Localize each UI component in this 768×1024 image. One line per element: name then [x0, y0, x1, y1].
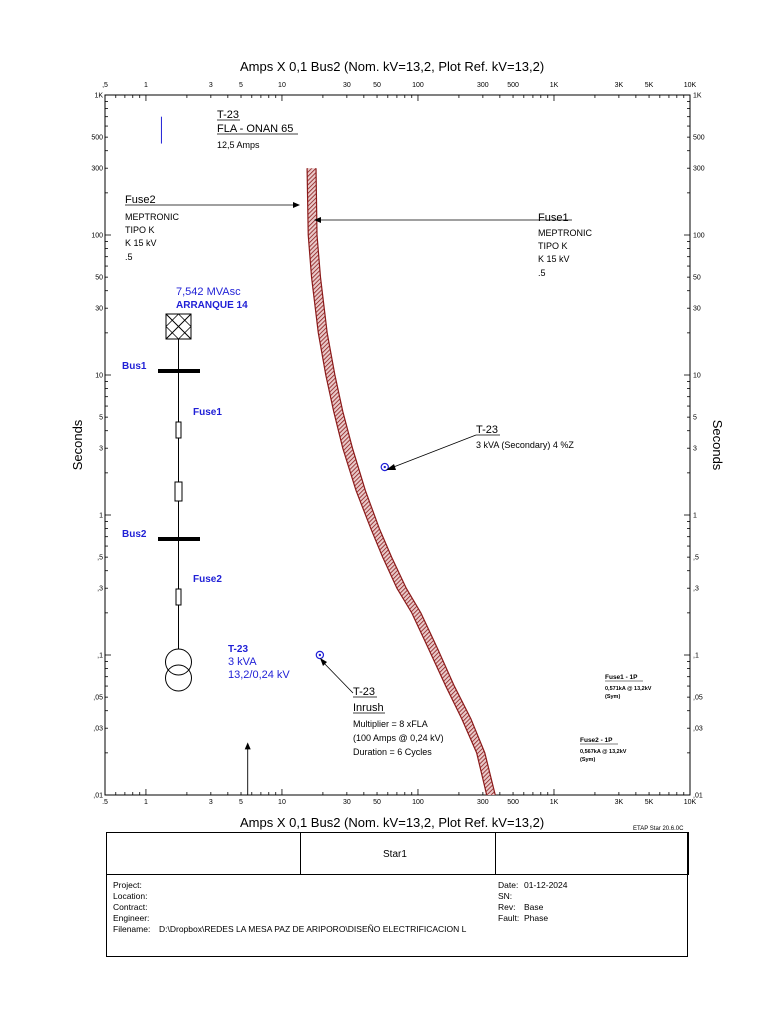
- t23-fla-subtitle: FLA - ONAN 65: [217, 123, 294, 135]
- rev-label: Rev:: [498, 902, 516, 912]
- x-tick-label-top: 300: [477, 82, 489, 89]
- x-tick-label-bottom: 100: [412, 799, 424, 806]
- y-tick-label-right: 500: [693, 134, 705, 142]
- y-tick-label-left: 1K: [94, 92, 103, 100]
- y-tick-label-right: 100: [693, 232, 705, 240]
- etap-version-label: ETAP Star 20.6.0C: [633, 826, 684, 832]
- fuse2-1p-line-1: 0,567kA @ 13,2kV: [580, 749, 627, 755]
- t23-inrush-title: T-23: [353, 686, 376, 698]
- x-tick-label-top: 100: [412, 82, 424, 89]
- bus1-bar: [158, 369, 200, 373]
- fuse2-curve-line-3: K 15 kV: [125, 238, 157, 248]
- y-tick-label-right: ,03: [693, 725, 703, 733]
- y-tick-label-right: 10: [693, 372, 701, 380]
- title-block-divider: [106, 874, 688, 875]
- y-tick-label-left: 5: [99, 414, 103, 422]
- rev-value: Base: [524, 902, 544, 912]
- y-tick-label-left: 100: [91, 232, 103, 240]
- t23-inrush-line-3: Duration = 6 Cycles: [353, 747, 432, 757]
- fuse1-curve-title: Fuse1: [538, 212, 569, 224]
- transformer-primary-winding: [166, 649, 192, 675]
- x-tick-label-bottom: 3: [208, 799, 213, 806]
- t23-inrush-line-1: Multiplier = 8 xFLA: [353, 719, 428, 729]
- y-tick-label-left: ,03: [93, 725, 103, 733]
- filename-value: D:\Dropbox\REDES LA MESA PAZ DE ARIPORO\DISEÑO ELECTRIFICACION L: [159, 924, 467, 934]
- y-tick-label-left: 1: [99, 512, 103, 520]
- y-tick-label-left: ,1: [97, 652, 103, 660]
- x-tick-label-top: 1: [143, 82, 148, 89]
- x-tick-label-top: 500: [507, 82, 519, 89]
- y-tick-label-left: 300: [91, 165, 103, 173]
- y-tick-label-left: 3: [99, 445, 103, 453]
- top-axis-title: Amps X 0,1 Bus2 (Nom. kV=13,2, Plot Ref. kV=13,2): [240, 59, 545, 74]
- t23-fla-title: T-23: [217, 109, 240, 121]
- y-tick-label-left: ,01: [93, 792, 103, 800]
- plot-frame: [105, 95, 690, 795]
- fuse1-curve-line-1: MEPTRONIC: [538, 228, 592, 238]
- one-line-diagram: [122, 286, 290, 691]
- fuse1-curve-line-3: K 15 kV: [538, 254, 570, 264]
- y-tick-label-left: 30: [95, 305, 103, 313]
- xfmr-kv-label: 13,2/0,24 kV: [228, 669, 290, 681]
- fuse2-leader-arrow: [293, 202, 300, 208]
- fuse1-curve-line-2: TIPO K: [538, 241, 568, 251]
- title-block: [106, 832, 688, 957]
- y-tick-label-right: 1K: [693, 92, 702, 100]
- t23-fla-value: 12,5 Amps: [217, 140, 260, 150]
- y-tick-label-left: 10: [95, 372, 103, 380]
- y-tick-label-right: 3: [693, 445, 697, 453]
- t23-secondary-desc: 3 kVA (Secondary) 4 %Z: [476, 440, 574, 450]
- y-tick-label-right: 5: [693, 414, 697, 422]
- date-value: 01-12-2024: [524, 880, 568, 890]
- fuse1-symbol: [176, 422, 181, 438]
- fuse2-curve-line-1: MEPTRONIC: [125, 212, 179, 222]
- fuse2-1p-title: Fuse2 - 1P: [580, 737, 613, 744]
- x-tick-label-bottom: 1K: [549, 799, 559, 806]
- fuse-curves: [307, 168, 495, 795]
- x-tick-label-top: 3K: [614, 82, 624, 89]
- t23-inrush-subtitle: Inrush: [353, 702, 384, 714]
- x-tick-label-top: 3: [208, 82, 213, 89]
- y-tick-label-left: ,5: [97, 554, 103, 562]
- x-tick-label-top: 5K: [644, 82, 654, 89]
- location-label: Location:: [113, 891, 148, 901]
- x-tick-label-bottom: 10: [278, 799, 286, 806]
- y-tick-label-left: ,05: [93, 694, 103, 702]
- fuse1-1p-line-2: (Sym): [605, 694, 621, 700]
- t23-secondary-leader: [391, 435, 476, 468]
- y-tick-label-right: ,01: [693, 792, 703, 800]
- contract-label: Contract:: [113, 902, 148, 912]
- title-block-left-cell: [106, 832, 301, 875]
- sn-label: SN:: [498, 891, 513, 901]
- x-tick-label-bottom: 500: [507, 799, 519, 806]
- fuse2-curve-line-2: TIPO K: [125, 225, 155, 235]
- y-tick-label-left: 50: [95, 274, 103, 282]
- y-tick-label-right: 300: [693, 165, 705, 173]
- y-tick-label-right: 50: [693, 274, 701, 282]
- y-tick-label-right: 30: [693, 305, 701, 313]
- t23-inrush-line-2: (100 Amps @ 0,24 kV): [353, 733, 444, 743]
- source-mva-label: 7,542 MVAsc: [176, 286, 241, 298]
- fuse-symbol-middle: [175, 482, 182, 501]
- fuse2-label: Fuse2: [193, 574, 222, 585]
- fuse-band-fill: [307, 168, 495, 795]
- x-tick-label-bottom: .5: [102, 799, 108, 806]
- y-tick-label-right: ,3: [693, 585, 699, 593]
- x-tick-label-bottom: 5: [239, 799, 243, 806]
- y-axis-label-left: Seconds: [70, 419, 85, 471]
- bus2-label: Bus2: [122, 529, 147, 540]
- x-tick-label-top: 5: [239, 82, 243, 89]
- x-tick-label-bottom: 5K: [644, 799, 654, 806]
- x-tick-label-top: 30: [342, 82, 351, 89]
- y-tick-label-left: ,3: [97, 585, 103, 593]
- y-tick-label-right: ,1: [693, 652, 699, 660]
- fault-value: Phase: [524, 913, 549, 923]
- xfmr-kva-label: 3 kVA: [228, 656, 257, 668]
- filename-label: Filename:: [113, 924, 151, 934]
- x-tick-label-top: ,5: [102, 82, 108, 89]
- t23-inrush-leader: [321, 660, 353, 693]
- title-block-right-cell: [495, 832, 689, 875]
- x-tick-label-bottom: 50: [373, 799, 381, 806]
- fuse2-symbol: [176, 589, 181, 605]
- fuse2-1p-line-2: (Sym): [580, 757, 596, 763]
- fuse1-curve: [316, 168, 495, 795]
- fault-label: Fault:: [498, 913, 520, 923]
- x-tick-label-top: 1K: [549, 82, 559, 89]
- fuse2-curve-title: Fuse2: [125, 194, 156, 206]
- engineer-label: Engineer:: [113, 913, 150, 923]
- fuse2-curve-line-4: .5: [125, 252, 133, 262]
- date-label: Date:: [498, 880, 519, 890]
- fuse1-label: Fuse1: [193, 407, 222, 418]
- point-marker-dot: [384, 466, 386, 468]
- fuse1-1p-line-1: 0,571kA @ 13,2kV: [605, 686, 652, 692]
- source-name-label: ARRANQUE 14: [176, 300, 248, 311]
- y-axis-label-right: Seconds: [710, 419, 725, 471]
- x-tick-label-top: 50: [373, 82, 381, 89]
- bus2-bar: [158, 537, 200, 541]
- x-tick-label-bottom: 30: [342, 799, 351, 806]
- x-tick-label-top: 10K: [683, 82, 697, 89]
- project-label: Project:: [113, 880, 142, 890]
- y-tick-label-left: 500: [91, 134, 103, 142]
- fuse1-curve-line-4: .5: [538, 268, 546, 278]
- bottom-axis-title: Amps X 0,1 Bus2 (Nom. kV=13,2, Plot Ref. kV=13,2): [240, 815, 545, 830]
- x-tick-label-bottom: 1: [143, 799, 148, 806]
- x-tick-label-bottom: 10K: [683, 799, 697, 806]
- fuse2-1p-arrow-head: [245, 742, 251, 749]
- y-tick-label-right: ,05: [693, 694, 703, 702]
- point-marker-dot: [319, 654, 321, 656]
- x-tick-label-top: 10: [278, 82, 286, 89]
- t23-secondary-title: T-23: [476, 424, 499, 436]
- y-tick-label-right: ,5: [693, 554, 699, 562]
- fuse1-1p-title: Fuse1 - 1P: [605, 674, 638, 681]
- x-tick-label-bottom: 300: [477, 799, 489, 806]
- y-tick-label-right: 1: [693, 512, 697, 520]
- study-case-title: Star1: [383, 849, 407, 860]
- bus1-label: Bus1: [122, 361, 147, 372]
- xfmr-name-label: T-23: [228, 644, 249, 655]
- x-tick-label-bottom: 3K: [614, 799, 624, 806]
